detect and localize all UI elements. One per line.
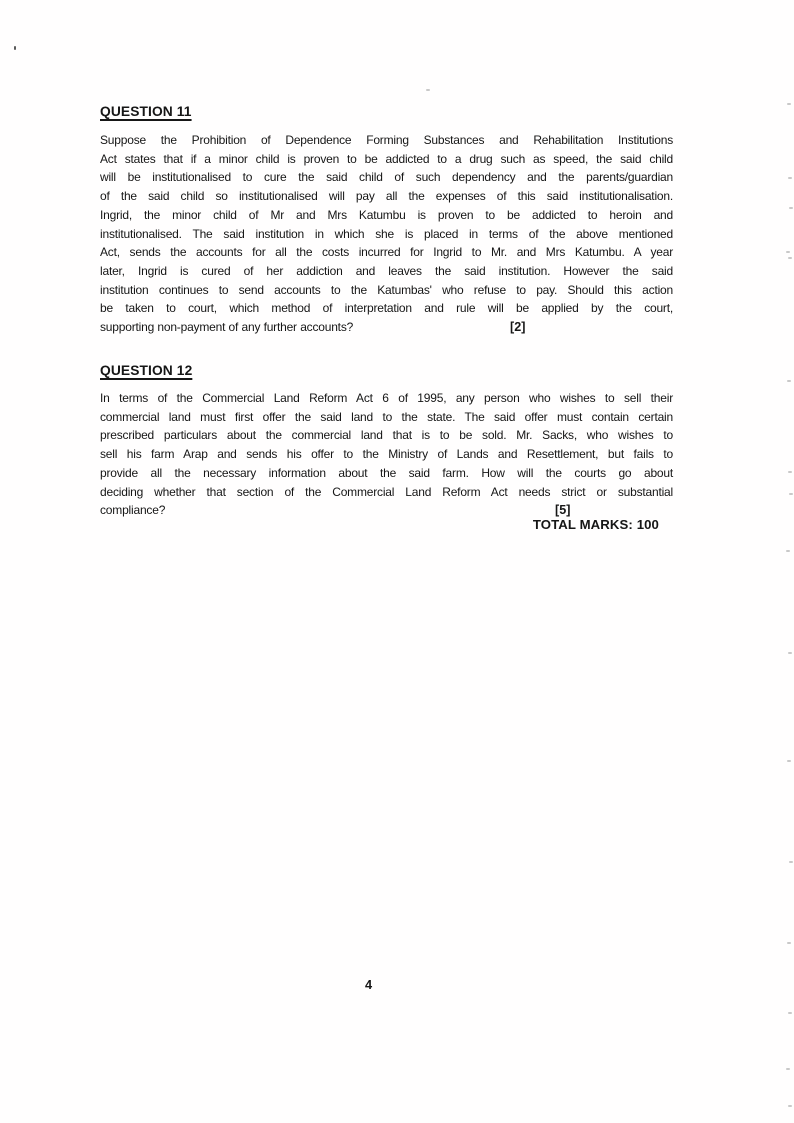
text-line: later, Ingrid is cured of her addiction and leaves the said institution. However the said bbox=[100, 263, 673, 278]
scan-artifact bbox=[787, 942, 791, 944]
scan-artifact bbox=[787, 380, 791, 382]
question-12-heading: QUESTION 12 bbox=[100, 363, 193, 379]
scan-artifact bbox=[789, 861, 793, 863]
text-line: In terms of the Commercial Land Reform Act 6 of 1995, any person who wishes to sell their bbox=[100, 391, 673, 405]
text-line: of the said child so institutionalised will pay all the expenses of this said institutionalisation. bbox=[100, 189, 673, 204]
scan-artifact bbox=[788, 471, 792, 473]
question-11-last-line bbox=[100, 318, 673, 337]
question-12-paragraph bbox=[100, 389, 673, 520]
scan-artifact bbox=[789, 207, 793, 209]
text-line: Suppose the Prohibition of Dependence Forming Substances and Rehabilitation Institutions bbox=[100, 133, 673, 147]
scan-artifact bbox=[786, 251, 790, 253]
text-line: commercial land must first offer the said land to the state. The said offer must contain certain bbox=[100, 409, 673, 424]
page-number: 4 bbox=[364, 977, 373, 992]
question-12-marks-badge: [5] bbox=[555, 503, 571, 518]
text-line: deciding whether that section of the Commercial Land Reform Act needs strict or substantial bbox=[100, 484, 673, 499]
scan-artifact bbox=[786, 550, 790, 552]
text-line: Ingrid, the minor child of Mr and Mrs Katumbu is proven to be addicted to heroin and bbox=[100, 207, 673, 222]
text-line: Act states that if a minor child is proven to be addicted to a drug such as speed, the said child bbox=[100, 151, 673, 166]
question-11-heading: QUESTION 11 bbox=[100, 104, 192, 120]
question-12-lines bbox=[100, 389, 673, 501]
scan-artifact bbox=[789, 493, 793, 495]
text-line: Act, sends the accounts for all the costs incurred for Ingrid to Mr. and Mrs Katumbu. A year bbox=[100, 245, 673, 260]
question-11-marks-badge: [2] bbox=[510, 320, 526, 335]
question-11-last-line-text: supporting non-payment of any further accounts? bbox=[100, 320, 354, 335]
question-12-last-line-text: compliance? bbox=[100, 503, 166, 518]
scan-artifact bbox=[786, 1068, 790, 1070]
question-11-lines bbox=[100, 131, 673, 318]
scan-artifact bbox=[787, 103, 791, 105]
text-line: will be institutionalised to cure the said child of such dependency and the parents/guardian bbox=[100, 170, 673, 185]
text-line: institution continues to send accounts to the Katumbas' who refuse to pay. Should this action bbox=[100, 282, 673, 297]
scan-artifact bbox=[788, 1012, 792, 1014]
scan-artifact bbox=[787, 760, 791, 762]
question-11-paragraph bbox=[100, 131, 673, 337]
text-line: prescribed particulars about the commercial land that is to be sold. Mr. Sacks, who wishes to bbox=[100, 428, 673, 443]
scan-artifact bbox=[788, 652, 792, 654]
scan-artifact bbox=[426, 89, 430, 91]
scan-artifact bbox=[788, 177, 792, 179]
text-line: institutionalised. The said institution in which she is placed in terms of the above mentioned bbox=[100, 226, 673, 241]
text-line: be taken to court, which method of interpretation and rule will be applied by the court, bbox=[100, 301, 673, 316]
text-line: sell his farm Arap and sends his offer to the Ministry of Lands and Resettlement, but fails to bbox=[100, 447, 673, 462]
total-marks-label: TOTAL MARKS: 100 bbox=[532, 517, 659, 532]
scan-artifact bbox=[14, 46, 16, 50]
scan-artifact bbox=[788, 1105, 792, 1107]
scan-artifact bbox=[788, 257, 792, 259]
text-line: provide all the necessary information about the said farm. How will the courts go about bbox=[100, 465, 673, 480]
